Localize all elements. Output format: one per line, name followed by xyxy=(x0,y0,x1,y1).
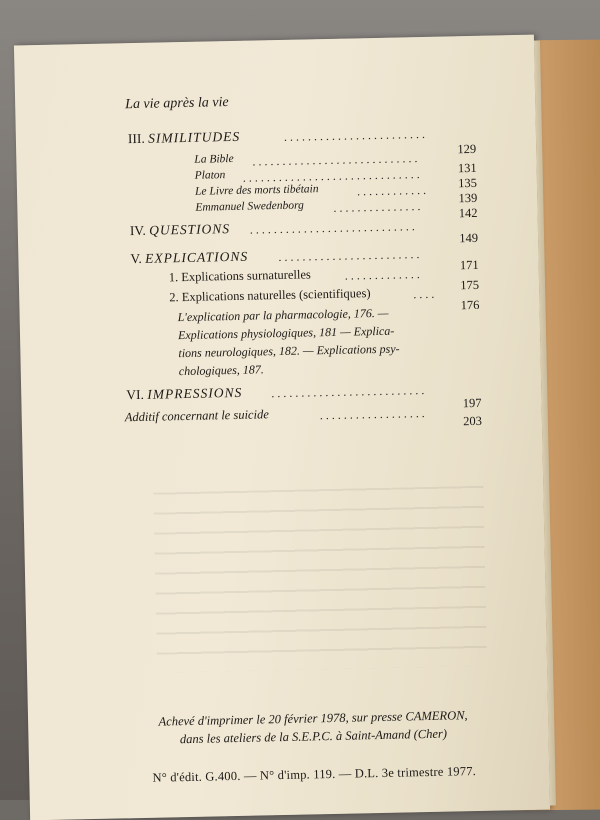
toc-page-impressions: 197 xyxy=(462,395,482,411)
leader-dots: . . . . . . . . . . . . . . . xyxy=(333,199,421,215)
toc-heading-questions: IV. QUESTIONS xyxy=(129,221,231,239)
toc-page-platon: 135 xyxy=(458,175,478,191)
colophon xyxy=(113,705,514,749)
toc-item-additif: Additif concernant le suicide xyxy=(124,407,269,425)
leader-dots: . . . . xyxy=(413,286,435,302)
leader-dots: . . . . . . . . . . . . . . . . . . xyxy=(319,406,425,423)
legal-deposit-line: N° d'édit. G.400. — N° d'imp. 119. — D.L. 3e trimestre 1977. xyxy=(152,764,477,785)
toc-item-la-bible: La Bible xyxy=(194,152,234,166)
leader-dots: . . . . . . . . . . . . . . . . . . . . . . . . . . xyxy=(271,383,425,401)
toc-page-similitudes: 129 xyxy=(457,141,477,157)
page-content xyxy=(14,35,550,820)
detail-line: tions neurologiques, 182. — Explications psy- xyxy=(178,341,400,361)
colophon-line: Achevé d'imprimer le 20 février 1978, sur presse CAMERON, xyxy=(158,708,468,729)
leader-dots: . . . . . . . . . . . . xyxy=(356,182,427,199)
leader-dots: . . . . . . . . . . . . . . . . . . . . . . . . xyxy=(278,247,420,265)
leader-dots: . . . . . . . . . . . . . xyxy=(344,267,420,283)
leader-dots: . . . . . . . . . . . . . . . . . . . . . . . . xyxy=(283,126,426,144)
book-page xyxy=(14,35,550,820)
detail-line: chologiques, 187. xyxy=(178,362,264,379)
detail-line: L'explication par la pharmacologie, 176. — xyxy=(177,305,389,325)
leader-dots: . . . . . . . . . . . . . . . . . . . . . . . . . . . . xyxy=(249,219,415,237)
toc-explications-detail xyxy=(177,302,488,380)
toc-page-la-bible: 131 xyxy=(457,160,477,176)
toc-page-naturelles: 176 xyxy=(460,297,480,313)
toc-page-livre-des-morts: 139 xyxy=(458,190,478,206)
toc-heading-impressions: VI. IMPRESSIONS xyxy=(126,384,243,403)
leader-dots: . . . . . . . . . . . . . . . . . . . . . . . . . . . . xyxy=(252,151,418,169)
leader-dots: . . . . . . . . . . . . . . . . . . . . . . . . . . . . . . xyxy=(242,167,420,185)
detail-line: Explications physiologiques, 181 — Explica- xyxy=(177,323,395,343)
toc-page-additif: 203 xyxy=(463,413,483,429)
toc-item-naturelles: 2. Explications naturelles (scientifiques) xyxy=(169,286,371,305)
toc-heading-explications: V. EXPLICATIONS xyxy=(130,248,249,267)
toc-item-surnaturelles: 1. Explications surnaturelles xyxy=(168,267,311,285)
toc-page-swedenborg: 142 xyxy=(458,205,478,221)
toc-heading-similitudes: III. SIMILITUDES xyxy=(127,128,241,147)
colophon-line: dans les ateliers de la S.E.P.C. à Saint-Amand (Cher) xyxy=(179,726,448,747)
running-head: La vie après la vie xyxy=(125,95,229,113)
toc-item-swedenborg: Emmanuel Swedenborg xyxy=(195,199,304,214)
toc-page-questions: 149 xyxy=(459,230,479,246)
toc-page-explications: 171 xyxy=(459,257,479,273)
toc-item-livre-des-morts: Le Livre des morts tibétain xyxy=(194,183,319,198)
toc-item-platon: Platon xyxy=(194,169,226,182)
toc-page-surnaturelles: 175 xyxy=(460,277,480,293)
